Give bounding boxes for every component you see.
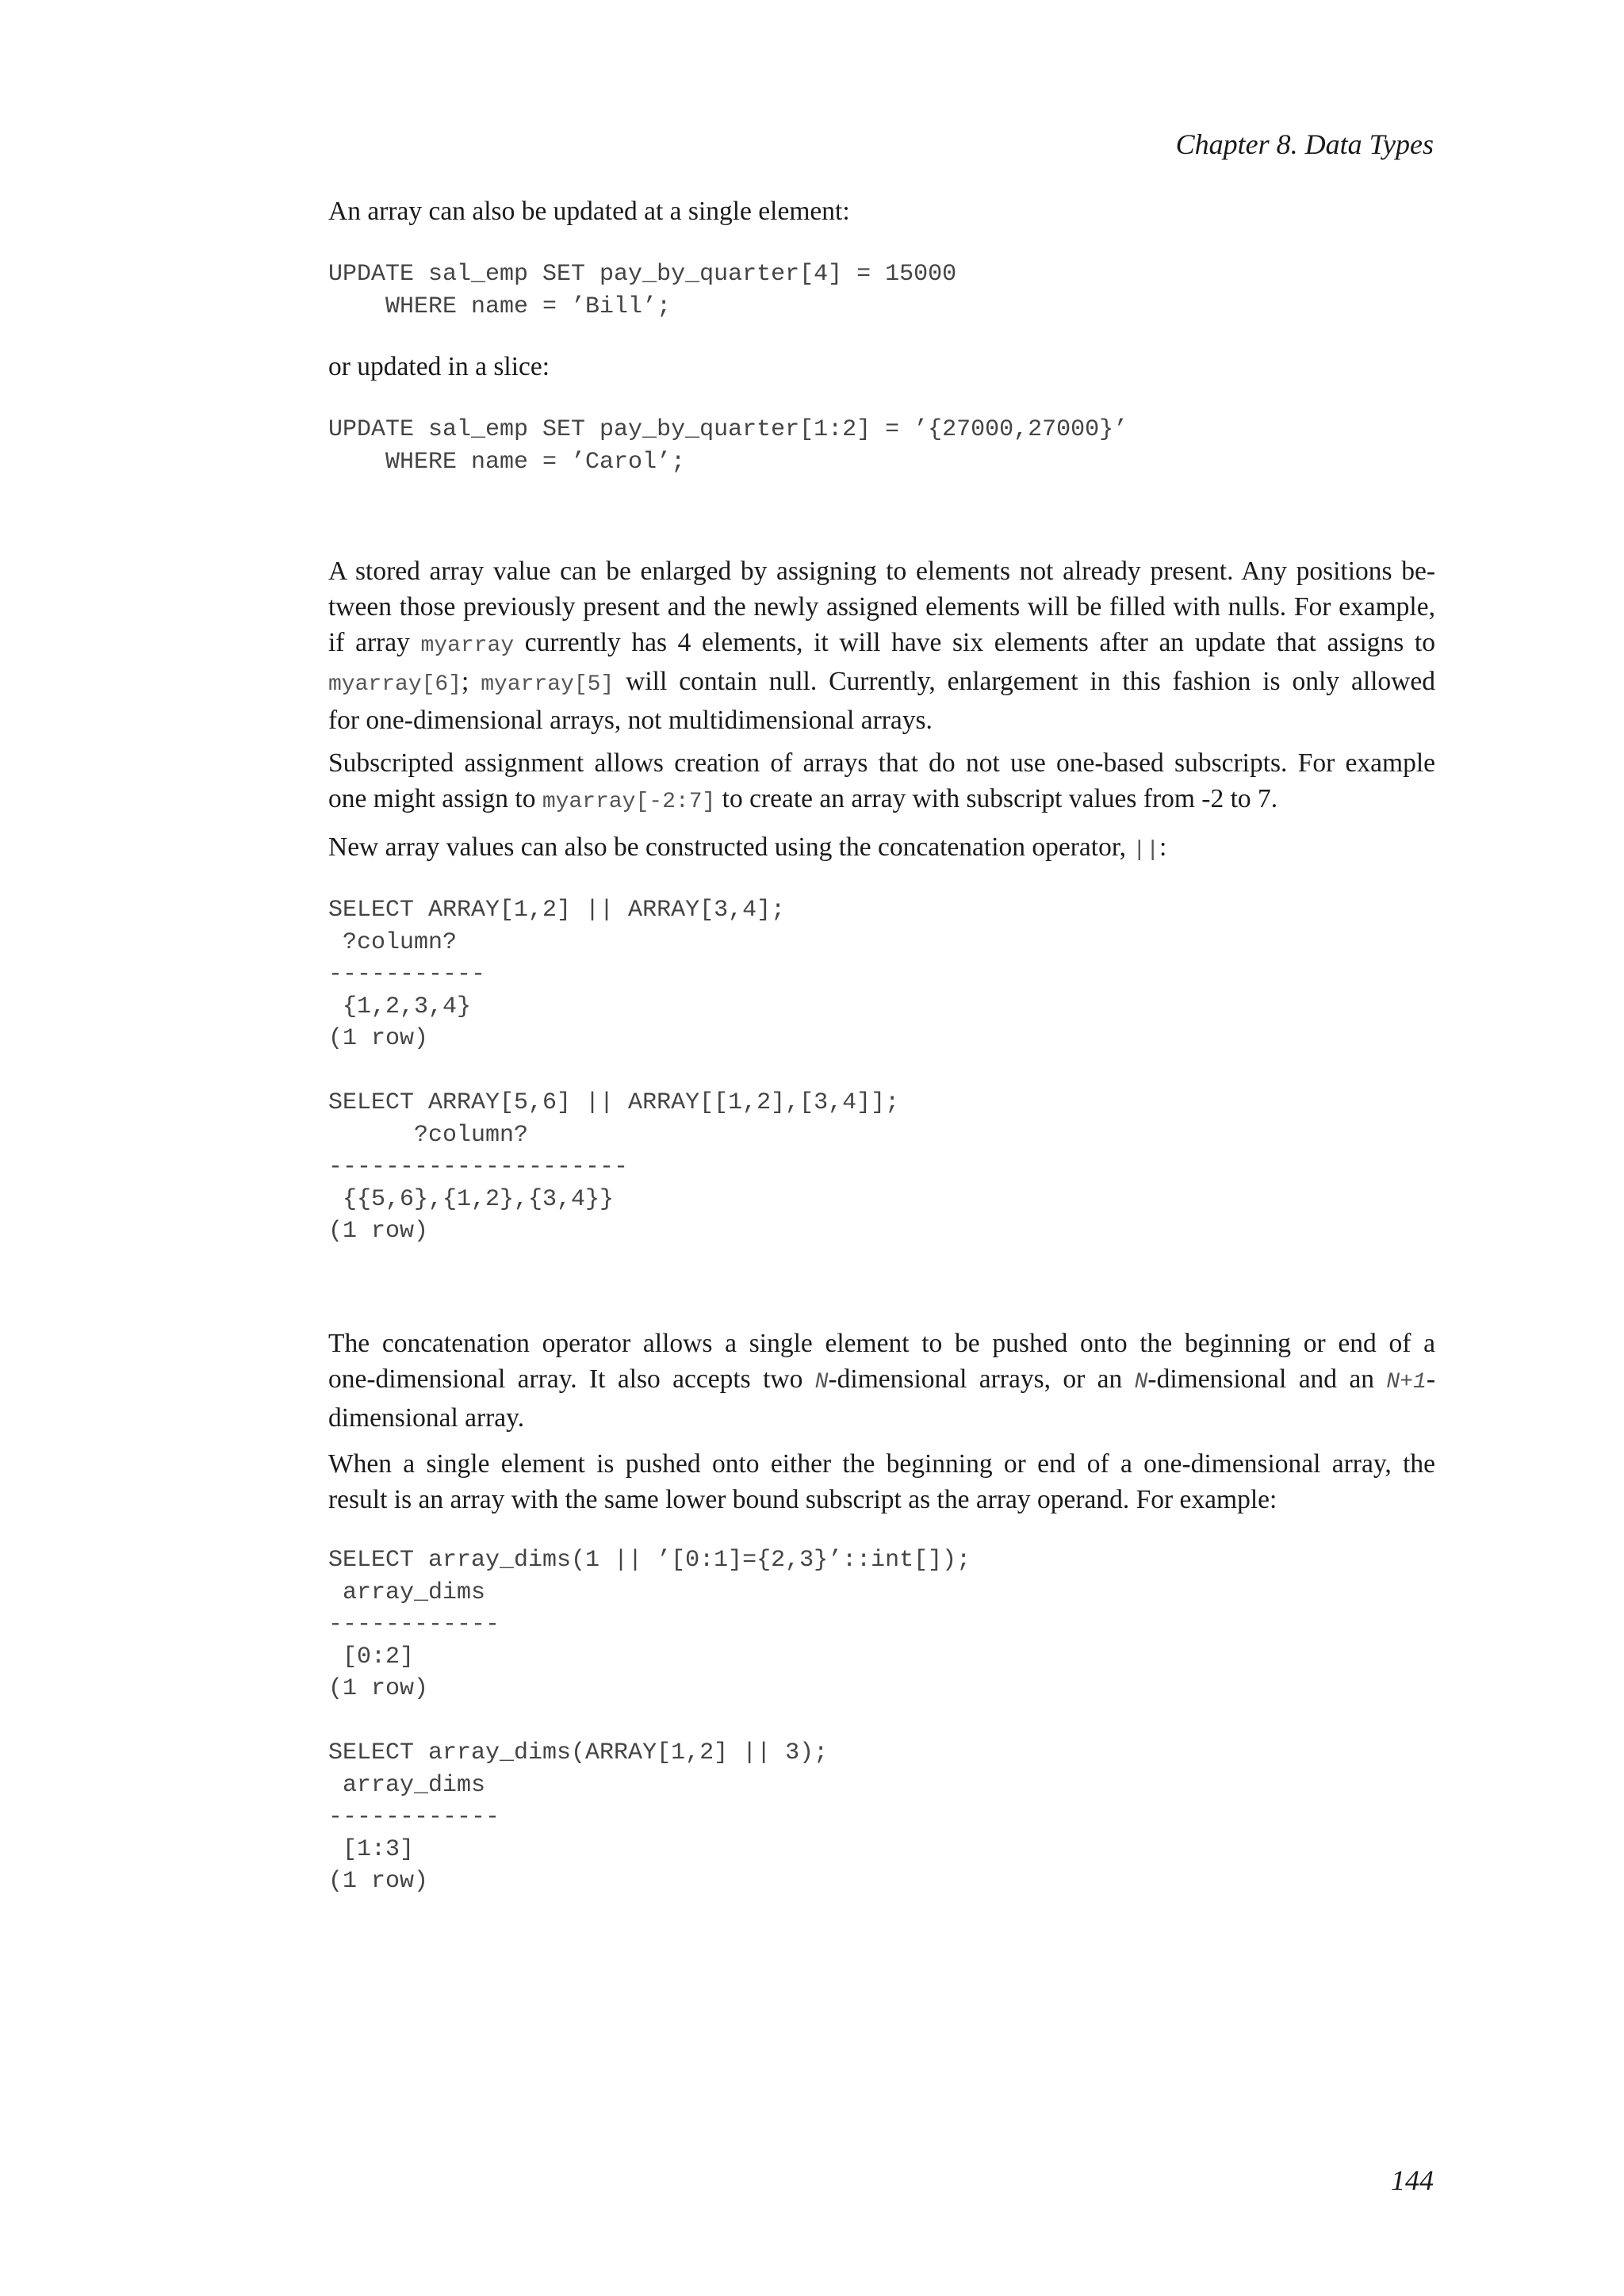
paragraph-line: A stored array value can be enlarged by assigning to elements not already present. Any positions be- [328,557,1435,586]
paragraph-line: for one-dimensional arrays, not multidimensional arrays. [328,706,933,735]
paragraph-line: if array myarray currently has 4 elements, it will have six elements after an update that assigns to [328,628,1435,658]
paragraph-enlarge-array [328,553,1435,738]
code-block-update-single: UPDATE sal_emp SET pay_by_quarter[4] = 15000 WHERE name = ’Bill’; [328,261,957,320]
paragraph-line: myarray[6]; myarray[5] will contain null. Currently, enlargement in this fashion is only allowed [328,667,1435,697]
inline-code: myarray[5] [481,672,615,697]
paragraph-line: New array values can also be constructed using the concatenation operator, ||: [328,832,1167,863]
inline-code: myarray[6] [328,672,462,697]
paragraph-concatenation-operator [328,1326,1435,1436]
paragraph-update-single [328,193,1435,229]
code-block-update-slice: UPDATE sal_emp SET pay_by_quarter[1:2] = ’{27000,27000}’ WHERE name = ’Carol’; [328,416,1128,476]
paragraph-update-slice [328,349,1435,385]
paragraph-text: or updated in a slice: [328,352,550,381]
paragraph-line: one-dimensional array. It also accepts two N-dimensional arrays, or an N-dimensional and an N+1- [328,1364,1435,1395]
code-block-concatenation: SELECT ARRAY[1,2] || ARRAY[3,4]; ?column? ----------- {1,2,3,4} (1 row) SELECT ARRAY[5,6] || ARRAY[[1,2],[3,4]]; ?column? --------------------- {{5,6},{1,2},{3,4}} (1 row) [328,897,900,1245]
paragraph-line: one might assign to myarray[-2:7] to create an array with subscript values from -2 to 7. [328,784,1278,814]
paragraph-text: An array can also be updated at a single element: [328,197,850,226]
inline-code: N+1 [1386,1370,1427,1395]
paragraph-subscripted-assignment [328,745,1435,820]
inline-code: myarray [420,633,515,658]
paragraph-concatenation-intro [328,829,1435,868]
code-block-array-dims: SELECT array_dims(1 || ’[0:1]={2,3}’::int[]); array_dims ------------ [0:2] (1 row) SELECT array_dims(ARRAY[1,2] || 3); array_dims ------------ [1:3] (1 row) [328,1547,971,1895]
inline-code: myarray[-2:7] [542,790,716,814]
paragraph-line: Subscripted assignment allows creation of arrays that do not use one-based subscripts. For example [328,748,1435,778]
paragraph-line: dimensional array. [328,1403,525,1433]
paragraph-line: result is an array with the same lower bound subscript as the array operand. For example: [328,1485,1277,1514]
running-header: Chapter 8. Data Types [1175,128,1434,160]
paragraph-line: tween those previously present and the newly assigned elements will be filled with nulls. For example, [328,592,1435,622]
paragraph-single-element-push [328,1446,1435,1517]
inline-code: N [814,1370,829,1395]
page-number: 144 [1391,2164,1434,2196]
inline-code: N [1134,1370,1148,1395]
inline-code: || [1132,838,1160,863]
paragraph-line: When a single element is pushed onto either the beginning or end of a one-dimensional array, the [328,1449,1435,1479]
paragraph-line: The concatenation operator allows a single element to be pushed onto the beginning or end of a [328,1329,1435,1358]
